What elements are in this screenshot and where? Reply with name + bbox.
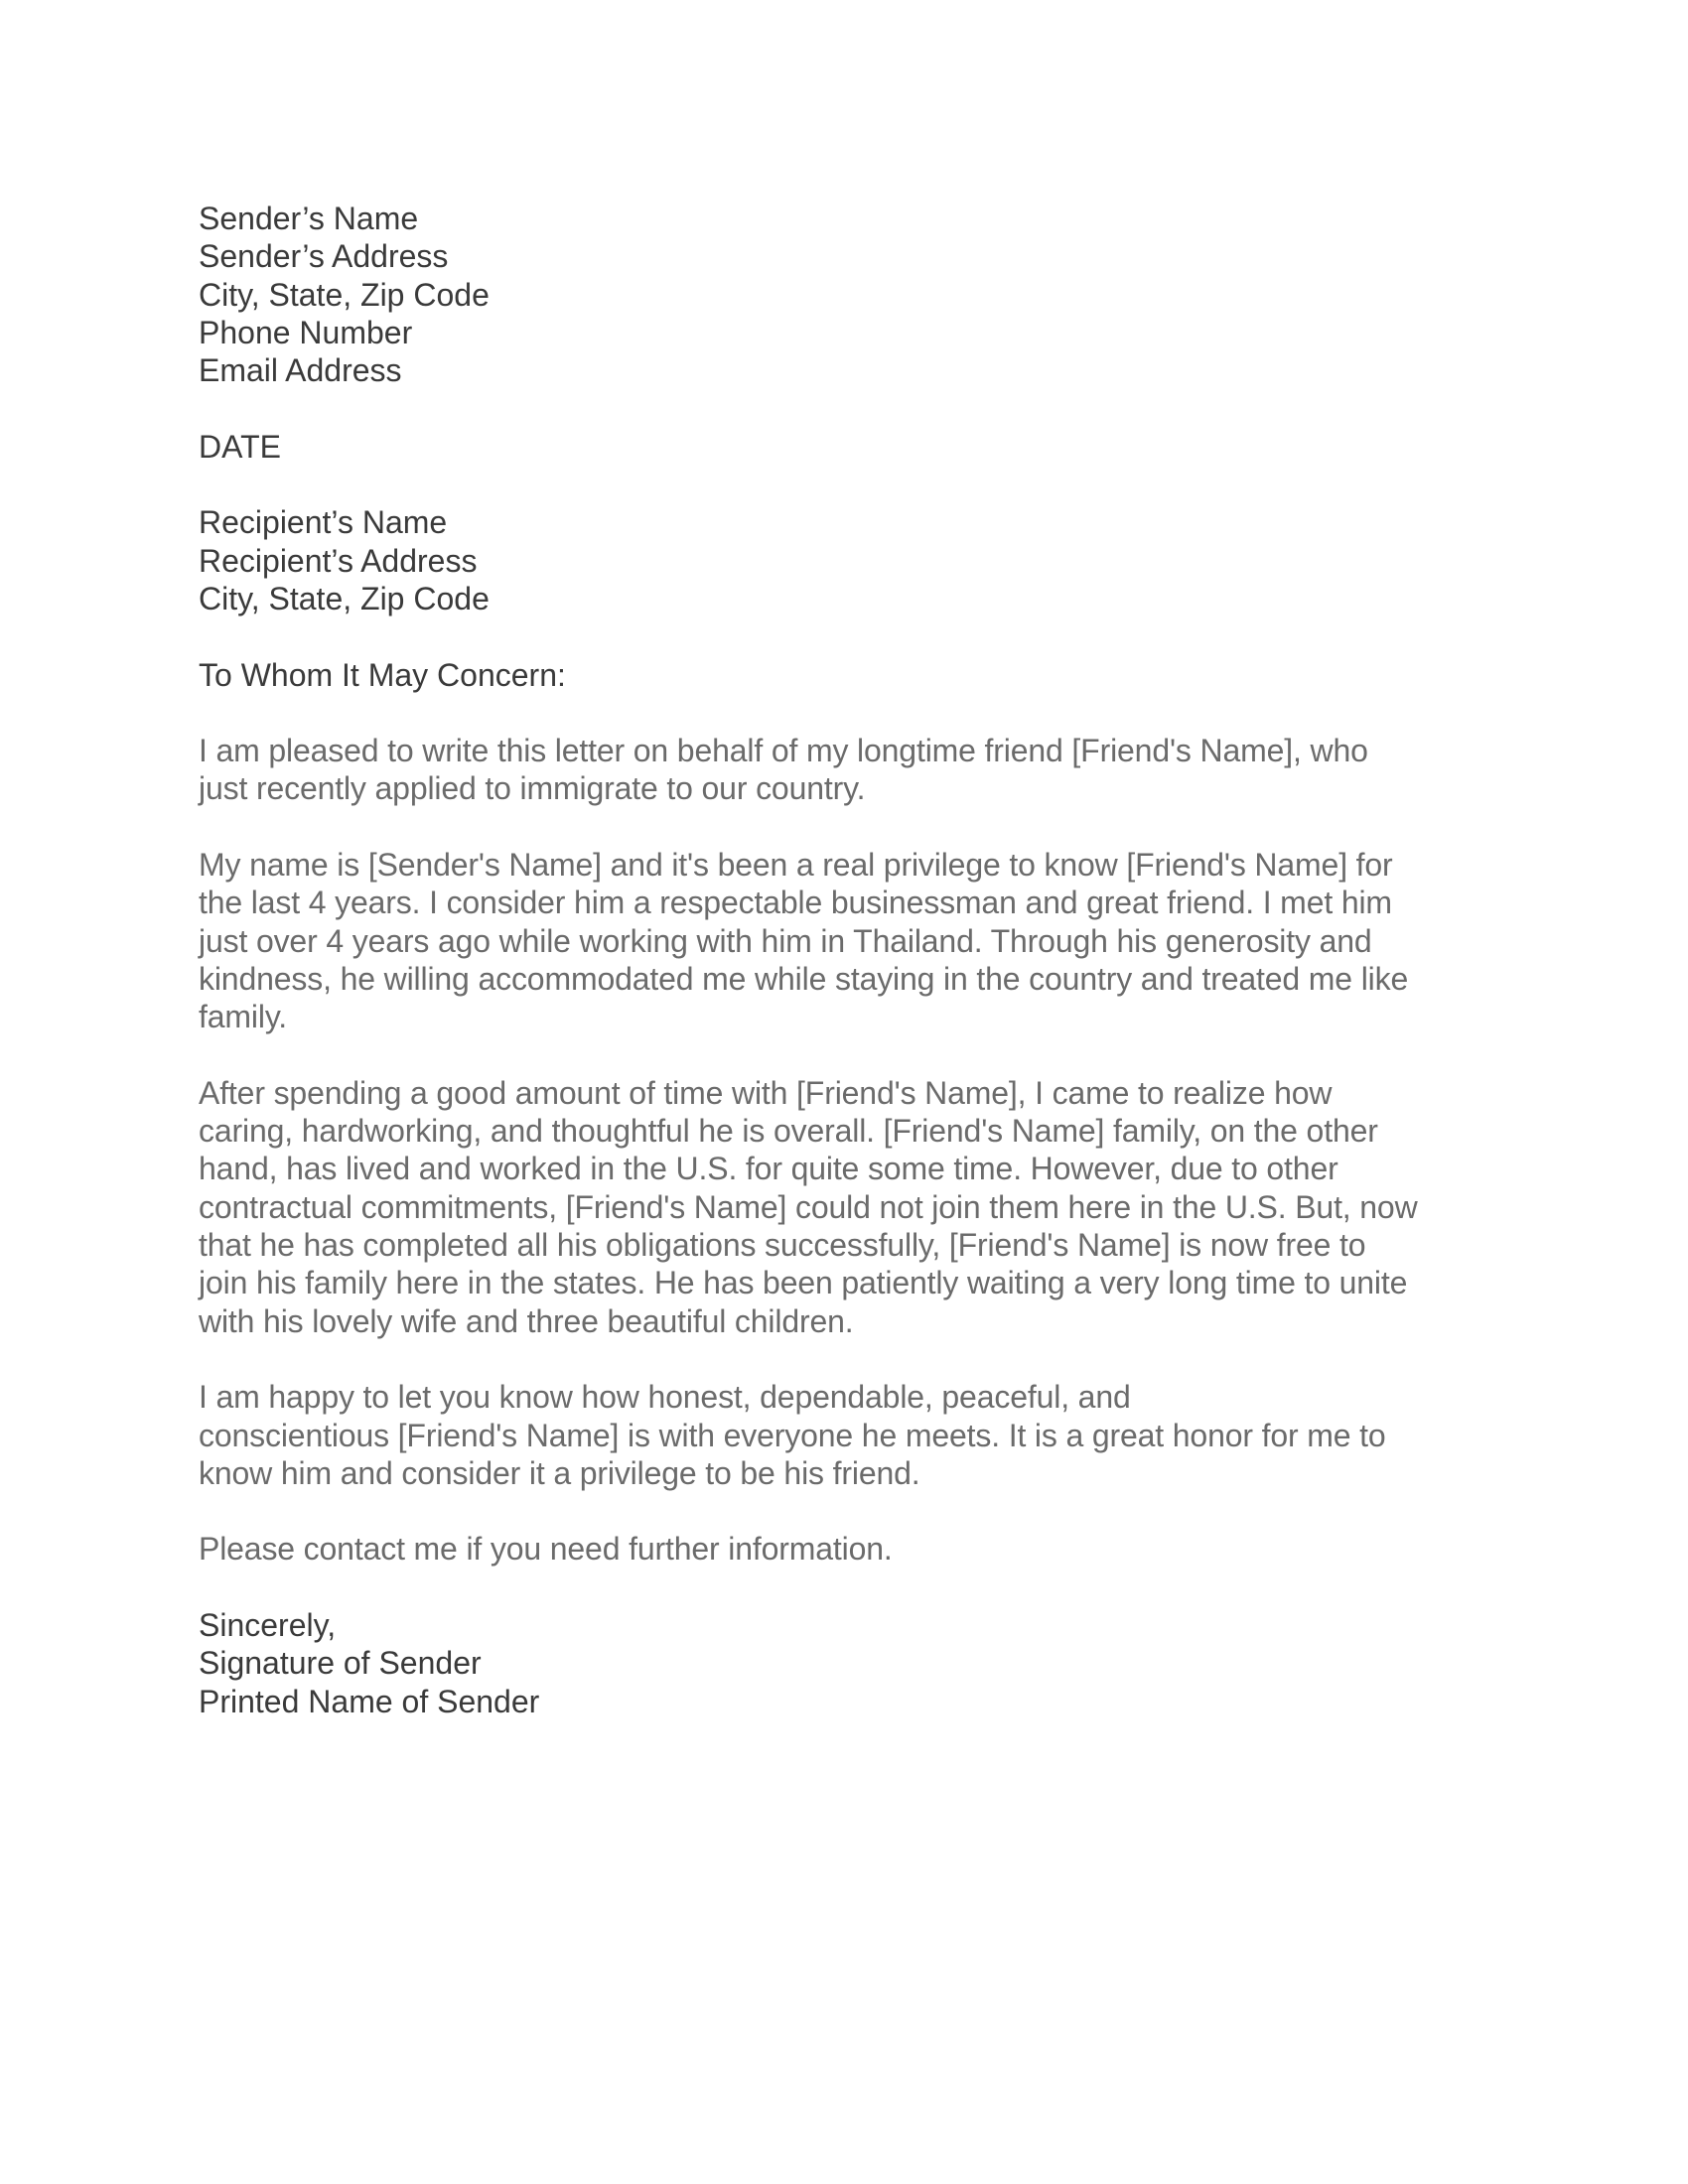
recipient-city-state-zip: City, State, Zip Code [199,580,490,616]
salutation: To Whom It May Concern: [199,656,566,693]
paragraph-line: After spending a good amount of time with [Friend's Name], I came to realize how [199,1074,1333,1111]
letter-date: DATE [199,428,281,465]
date-block [199,428,1509,466]
salutation-block [199,656,1509,694]
paragraph-line: My name is [Sender's Name] and it's been a real privilege to know [Friend's Name] for [199,847,1393,884]
paragraph-line: caring, hardworking, and thoughtful he is overall. [Friend's Name] family, on the other [199,1113,1378,1150]
sender-phone: Phone Number [199,314,413,350]
paragraph-line: contractual commitments, [Friend's Name] could not join them here in the U.S. But, now [199,1188,1418,1225]
printed-name-line: Printed Name of Sender [199,1683,540,1719]
paragraph-line: join his family here in the states. He has been patiently waiting a very long time to unite [199,1265,1408,1301]
letter-page [199,200,1509,1720]
recipient-address-block [199,503,1509,617]
paragraph-line: the last 4 years. I consider him a respectable businessman and great friend. I met him [199,885,1392,921]
paragraph-line: I am happy to let you know how honest, dependable, peaceful, and [199,1379,1131,1416]
sender-email: Email Address [199,352,402,389]
paragraph-line: know him and consider it a privilege to be his friend. [199,1454,920,1491]
paragraph-line: conscientious [Friend's Name] is with everyone he meets. It is a great honor for me to [199,1417,1386,1453]
closing-block [199,1606,1509,1720]
recipient-address: Recipient’s Address [199,542,478,579]
body-paragraph-5 [199,1530,1509,1568]
sender-name: Sender’s Name [199,201,419,236]
paragraph-line: just recently applied to immigrate to our country. [199,770,866,807]
paragraph-line: just over 4 years ago while working with him in Thailand. Through his generosity and [199,922,1372,959]
paragraph-line: Please contact me if you need further information. [199,1531,893,1568]
recipient-name: Recipient’s Name [199,504,448,541]
sender-address-block [199,200,1509,389]
body-paragraph-3 [199,1074,1509,1340]
sender-address: Sender’s Address [199,238,449,275]
closing-salutation: Sincerely, [199,1606,337,1643]
paragraph-line: kindness, he willing accommodated me while staying in the country and treated me like [199,960,1409,997]
paragraph-line: I am pleased to write this letter on behalf of my longtime friend [Friend's Name], who [199,733,1368,769]
body-paragraph-4 [199,1378,1509,1492]
paragraph-line: that he has completed all his obligations successfully, [Friend's Name] is now free to [199,1227,1366,1264]
sender-city-state-zip: City, State, Zip Code [199,276,490,313]
paragraph-line: family. [199,999,288,1035]
paragraph-line: with his lovely wife and three beautiful children. [199,1302,854,1339]
paragraph-line: hand, has lived and worked in the U.S. for quite some time. However, due to other [199,1151,1338,1187]
body-paragraph-1 [199,732,1509,808]
signature-line: Signature of Sender [199,1645,482,1682]
body-paragraph-2 [199,846,1509,1035]
